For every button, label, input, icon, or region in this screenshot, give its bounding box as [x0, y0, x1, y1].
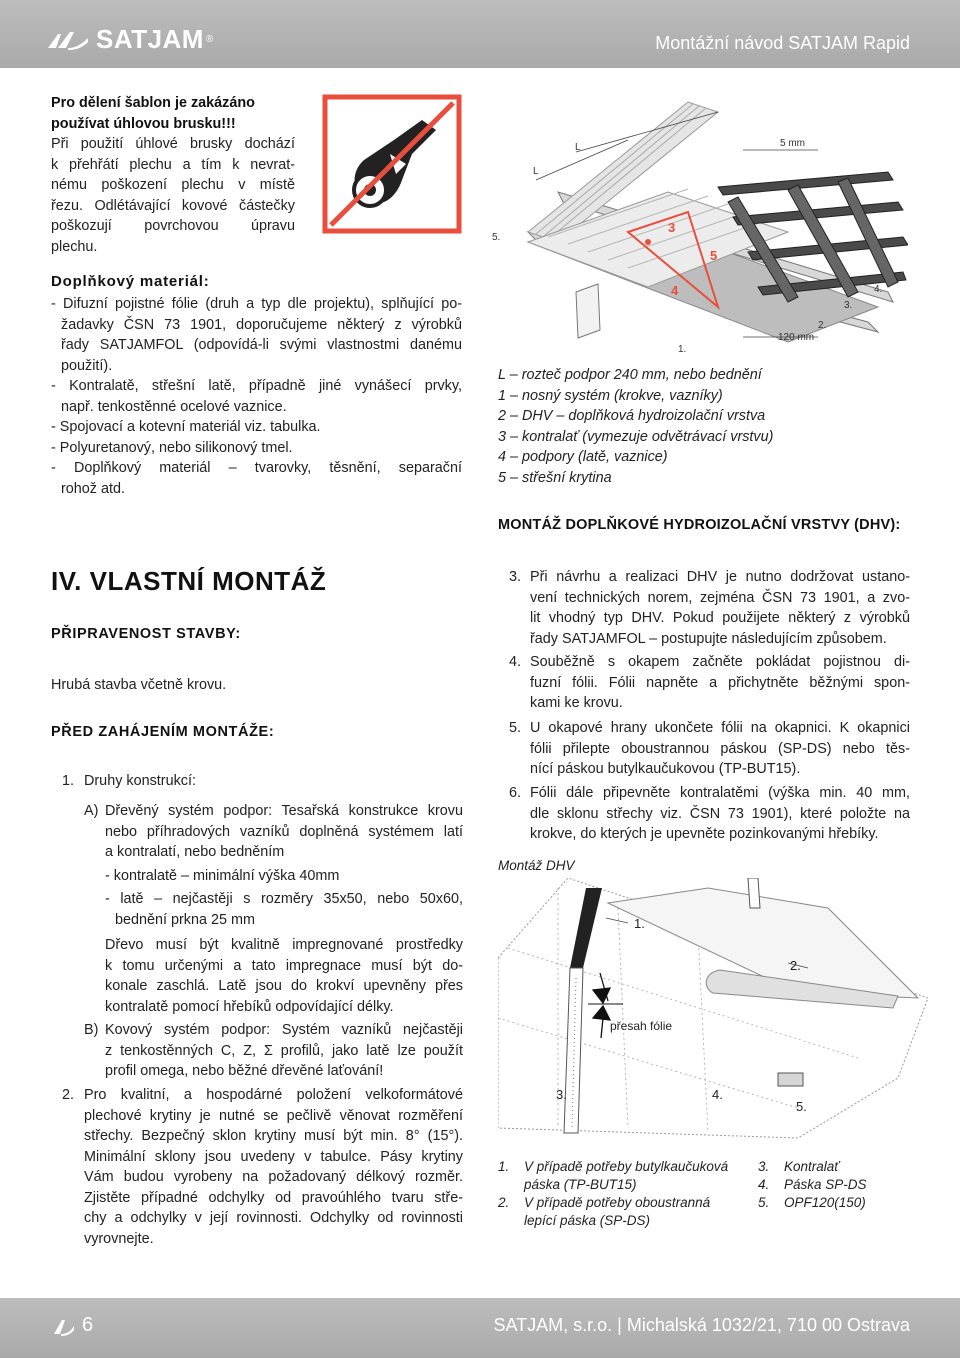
- diagram-legend: [498, 365, 773, 488]
- warning-title: [51, 93, 311, 134]
- legend-item: L – rozteč podpor 240 mm, nebo bednění: [498, 367, 762, 383]
- list-number: 3.: [509, 569, 522, 585]
- dhv-legend-left: [498, 1158, 728, 1230]
- material-line: - Polyuretanový, nebo silikonový tmel.: [51, 439, 293, 456]
- satjam-logo-icon: [46, 28, 90, 52]
- diagram-label: 3: [668, 220, 676, 235]
- text-line: plechové krytiny je nutné se pečlivě věnovat rozměření: [84, 1107, 463, 1124]
- diagram-label: L: [533, 166, 539, 177]
- warning-title-line: používat úhlovou brusku!!!: [51, 115, 236, 132]
- text-line: Kovový systém podpor: Systém vazníků nejčastěji: [105, 1022, 463, 1038]
- legend-item: 5 – střešní krytina: [498, 469, 612, 486]
- step-text: [530, 652, 910, 714]
- warning-line: poškozují povrchovou úpravu: [51, 218, 295, 234]
- warning-text: [51, 134, 295, 257]
- text-line: páska (TP-BUT15): [524, 1177, 637, 1192]
- text-line: Minimální sklony jsou uvedeny v tabulce. Pásy krytiny: [84, 1148, 463, 1165]
- diagram-label: 3.: [556, 1087, 567, 1102]
- legend-text: Kontralať: [784, 1159, 840, 1174]
- legend-entry: [498, 1194, 728, 1230]
- diagram-label: 1.: [634, 916, 645, 931]
- text-line: lit vhodný typ DHV. Pokud použijete některý z výrobků: [530, 610, 910, 626]
- list-letter: B): [84, 1022, 99, 1038]
- material-heading: Doplňkový materiál:: [51, 273, 210, 290]
- metal-system-text: [105, 1020, 463, 1082]
- logo-text: SATJAM: [96, 24, 204, 54]
- text-line: řady SATJAMFOL – postupujte následujícím způsobem.: [530, 630, 887, 647]
- satjam-mark-icon: [52, 1316, 76, 1336]
- diagram-label: 120 mm: [778, 332, 815, 343]
- text-line: V případě potřeby oboustranná: [524, 1195, 711, 1210]
- material-line: řady SATJAMFOL (odpovídá-li svými vlastnostmi danému: [61, 337, 462, 353]
- page-footer: [0, 1298, 960, 1358]
- roof-structure-diagram: [488, 92, 908, 362]
- legend-text: OPF120(150): [784, 1195, 866, 1210]
- text-line: Dřevěný systém podpor: Tesařská konstrukce krovu: [105, 803, 463, 819]
- no-grinder-icon: [322, 94, 462, 234]
- material-line: použití).: [61, 357, 113, 374]
- text-line: profil omega, nebo běžné dřevěné laťování!: [105, 1063, 384, 1079]
- list-number: 2.: [62, 1087, 75, 1103]
- legend-item: 2 – DHV – doplňková hydroizolační vrstva: [498, 408, 766, 424]
- batten-spec: [105, 889, 463, 930]
- warning-line: plechu.: [51, 238, 98, 255]
- measuring-text: [84, 1085, 463, 1249]
- section-title: IV. VLASTNÍ MONTÁŽ: [51, 566, 327, 596]
- legend-entry: [498, 1158, 728, 1194]
- text-line: Souběžně s okapem začněte pokládat pojistnou di-: [530, 654, 910, 670]
- text-line: U okapové hrany ukončete fólii na okapnici. K okapnici: [530, 720, 910, 736]
- text-line: a kontralatí, nebo bedněním: [105, 844, 285, 860]
- brand-logo: [46, 24, 213, 55]
- list-number: 4.: [509, 654, 522, 670]
- page-number: 6: [82, 1314, 94, 1336]
- legend-number: 5.: [758, 1195, 770, 1210]
- text-line: dle sklonu střechy viz. ČSN 73 1901), které položte na: [530, 805, 910, 822]
- diagram-label: 2.: [790, 958, 801, 973]
- text-line: k tomu určenými a tato impregnace musí být do-: [105, 957, 463, 974]
- text-line: Dřevo musí být kvalitně impregnované prostředky: [105, 937, 463, 953]
- text-line: z tenkostěnných C, Z, Σ profilů, jako latě lze použít: [105, 1042, 463, 1059]
- text-line: Pro kvalitní, a hospodárné položení velkoformátové: [84, 1087, 463, 1103]
- legend-text: Páska SP-DS: [784, 1177, 867, 1192]
- text-line: Zjistěte případné odchylky od pravoúhlého tvaru stře-: [84, 1189, 463, 1206]
- ready-heading: PŘIPRAVENOST STAVBY:: [51, 626, 241, 642]
- constructions-heading: Druhy konstrukcí:: [84, 773, 196, 789]
- wood-impregnation-text: [105, 935, 463, 1017]
- wood-system-text: [105, 801, 463, 863]
- legend-number: 2.: [498, 1195, 510, 1210]
- material-line: - Difuzní pojistné fólie (druh a typ dle projektu), splňující po-: [51, 296, 462, 312]
- diagram-label: 3.: [844, 300, 853, 311]
- text-line: kontralatě pomocí hřebíků odpovídající délky.: [105, 998, 394, 1015]
- legend-entry: [758, 1158, 867, 1176]
- list-number: 6.: [509, 785, 522, 801]
- warning-line: řezu. Odlétávající kovové částečky: [51, 197, 295, 214]
- warning-line: Při použití úhlové brusky dochází: [51, 136, 295, 152]
- material-line: žadavky ČSN 73 1901, doporučujeme některý z výrobků: [61, 316, 462, 333]
- list-number: 5.: [509, 720, 522, 736]
- text-line: lepící páska (SP-DS): [524, 1213, 651, 1228]
- diagram-label: 4: [671, 283, 679, 298]
- text-line: konale zaschlá. Latě jsou do krokví upevněny přes: [105, 978, 463, 994]
- text-line: V případě potřeby butylkaučuková: [524, 1159, 729, 1174]
- step-text: [530, 567, 910, 649]
- text-line: krokve, do kterých je upevněte pozinkovanými hřebíky.: [530, 826, 879, 842]
- diagram-label: přesah fólie: [610, 1019, 673, 1033]
- material-line: - Doplňkový materiál – tvarovky, těsnění, separační: [51, 460, 462, 476]
- diagram-label: 1.: [678, 344, 687, 355]
- warning-title-line: Pro dělení šablon je zakázáno: [51, 95, 255, 111]
- before-heading: PŘED ZAHÁJENÍM MONTÁŽE:: [51, 724, 275, 740]
- material-line: - Kontralatě, střešní latě, případně jiné vynášecí prvky,: [51, 378, 462, 394]
- step-text: [530, 718, 910, 780]
- legend-number: 3.: [758, 1159, 770, 1174]
- text-line: vyrovnejte.: [84, 1230, 154, 1247]
- material-list: [51, 294, 462, 499]
- company-address: SATJAM, s.r.o. | Michalská 1032/21, 710 00 Ostrava: [493, 1315, 910, 1335]
- text-line: nící páskou butylkaučukovou (TP-BUT15).: [530, 761, 801, 777]
- legend-item: 3 – kontralať (vymezuje odvětrávací vrstvu): [498, 428, 774, 445]
- legend-item: 4 – podpory (latě, vaznice): [498, 449, 668, 465]
- diagram-label: 5.: [796, 1099, 807, 1114]
- text-line: Fólii dále připevněte kontralatěmi (výška min. 40 mm,: [530, 785, 910, 801]
- text-line: střechy. Bezpečný sklon krytiny musí být min. 8° (15°).: [84, 1128, 463, 1144]
- legend-text: [524, 1194, 710, 1230]
- text-line: chy a odchylky v její rovinnosti. Odchylky od rovinnosti: [84, 1210, 463, 1226]
- page-header: [0, 0, 960, 68]
- counter-batten-spec: - kontralatě – minimální výška 40mm: [105, 868, 340, 884]
- text-line: nebo příhradových vazníků doplněná systémem latí: [105, 823, 463, 840]
- legend-text: [524, 1158, 728, 1194]
- dhv-legend-right: [758, 1158, 867, 1212]
- text-line: vení technických norem, zejména ČSN 73 1901, a zvo-: [530, 589, 910, 606]
- diagram-label: 2.: [818, 320, 827, 331]
- ready-text: Hrubá stavba včetně krovu.: [51, 677, 227, 693]
- text-line: bednění prkna 25 mm: [115, 911, 255, 928]
- diagram-label: 5: [710, 248, 718, 263]
- legend-item: 1 – nosný systém (krokve, vazníky): [498, 387, 723, 404]
- warning-line: nému poškození plechu v místě: [51, 177, 295, 193]
- text-line: Při návrhu a realizaci DHV je nutno dodržovat ustano-: [530, 569, 910, 585]
- legend-entry: [758, 1176, 867, 1194]
- text-line: fólii přilepte oboustrannou páskou (SP-DS) nebo těs-: [530, 740, 910, 757]
- diagram-label: 5.: [492, 232, 501, 243]
- material-line: např. tenkostěnné ocelové vaznice.: [61, 398, 287, 415]
- warning-line: k přehřátí plechu a tím k nevrat-: [51, 156, 295, 173]
- legend-number: 4.: [758, 1177, 770, 1192]
- dhv-heading: MONTÁŽ DOPLŇKOVÉ HYDROIZOLAČNÍ VRSTVY (DHV):: [498, 517, 901, 533]
- diagram-label: 5 mm: [780, 138, 805, 149]
- legend-number: 1.: [498, 1159, 510, 1174]
- material-line: - Spojovací a kotevní materiál viz. tabulka.: [51, 419, 321, 435]
- diagram-label: 4.: [874, 284, 883, 295]
- material-line: rohož atd.: [61, 480, 125, 497]
- diagram-label: 4.: [712, 1087, 723, 1102]
- document-title: Montážní návod SATJAM Rapid: [655, 33, 910, 53]
- text-line: fuzní fólii. Fólii napněte a přichytněte běžnými spon-: [530, 674, 910, 691]
- text-line: - latě – nejčastěji s rozměry 35x50, nebo 50x60,: [105, 891, 463, 907]
- step-text: [530, 783, 910, 845]
- dhv-installation-diagram: [498, 878, 928, 1143]
- legend-entry: [758, 1194, 867, 1212]
- list-letter: A): [84, 803, 99, 819]
- diagram-label: L: [575, 142, 581, 153]
- text-line: Vám budou vyrobeny na požadovaný délkový rozměr.: [84, 1169, 463, 1185]
- diagram-caption: Montáž DHV: [498, 858, 575, 873]
- text-line: kami ke krovu.: [530, 695, 623, 711]
- list-number: 1.: [62, 773, 75, 789]
- logo-registered: ®: [205, 34, 214, 45]
